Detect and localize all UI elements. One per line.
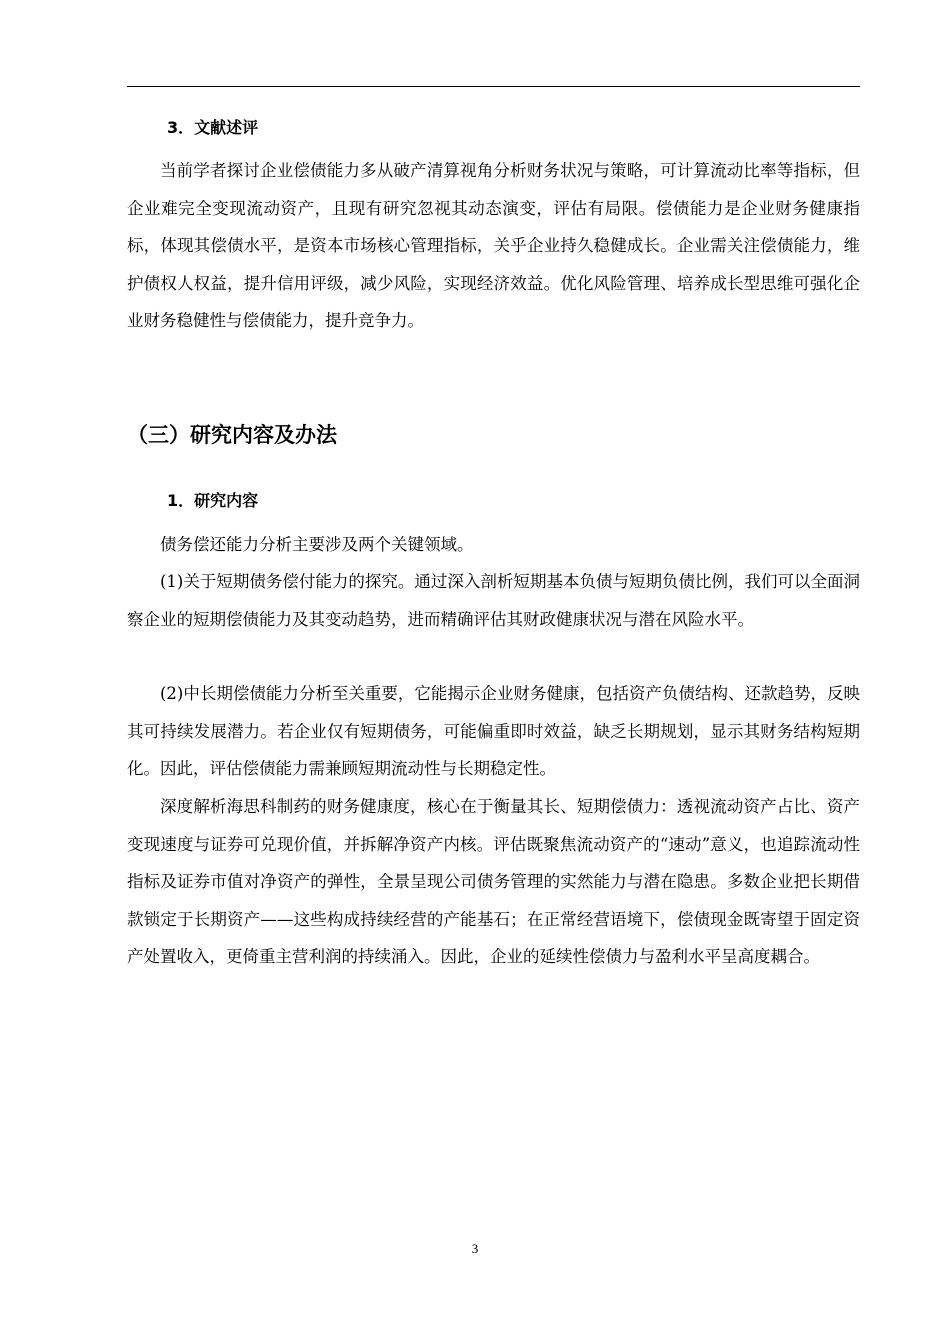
- section-1-heading: 1．研究内容: [167, 491, 259, 510]
- paragraph-analysis: 深度解析海思科制药的财务健康度，核心在于衡量其长、短期偿债力：透视流动资产占比、资产变现速度与证券可兑现价值，并拆解净资产内核。评估既聚焦流动资产的“速动”意义，也追踪流动性指标及证券市值对净资产的弹性，全景呈现公司债务管理的实然能力与潜在隐患。多数企业把长期借款锁定于长期资产——这些构成持续经营的产能基石；在正常经营语境下，偿债现金既寄望于固定资产处置收入，更倚重主营利润的持续涌入。因此，企业的延续性偿债力与盈利水平呈高度耦合。: [127, 797, 860, 966]
- paragraph-intro: 债务偿还能力分析主要涉及两个关键领域。: [160, 535, 474, 554]
- header-rule: [127, 86, 860, 87]
- paragraph-long-term: (2)中长期偿债能力分析至关重要，它能揭示企业财务健康，包括资产负债结构、还款趋势，反映其可持续发展潜力。若企业仅有短期债务，可能偏重即时效益，缺乏长期规划，显示其财务结构短期化。因此，评估偿债能力需兼顾短期流动性与长期稳定性。: [127, 684, 860, 778]
- paragraph-short-term: (1)关于短期债务偿付能力的探究。通过深入剖析短期基本负债与短期负债比例，我们可以全面洞察企业的短期偿债能力及其变动趋势，进而精确评估其财政健康状况与潜在风险水平。: [127, 572, 860, 629]
- page-number: 3: [471, 1241, 479, 1256]
- section-3-heading: 3．文献述评: [167, 118, 259, 137]
- chapter-heading: （三）研究内容及办法: [127, 423, 337, 447]
- section-3-paragraph: 当前学者探讨企业偿债能力多从破产清算视角分析财务状况与策略，可计算流动比率等指标，但企业难完全变现流动资产，且现有研究忽视其动态演变，评估有局限。偿债能力是企业财务健康指标，体现其偿债水平，是资本市场核心管理指标，关乎企业持久稳健成长。企业需关注偿债能力，维护债权人权益，提升信用评级，减少风险，实现经济效益。优化风险管理、培养成长型思维可强化企业财务稳健性与偿债能力，提升竞争力。: [127, 161, 860, 330]
